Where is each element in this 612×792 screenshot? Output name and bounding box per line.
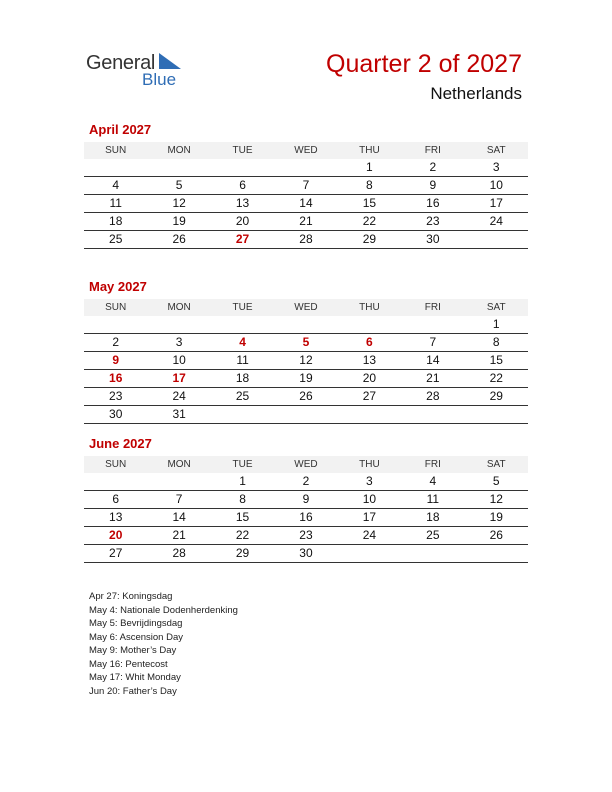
- holiday-day-cell: 6: [366, 335, 373, 349]
- weekday-label: FRI: [424, 459, 441, 470]
- day-cell: 21: [426, 371, 440, 385]
- day-cell: 28: [299, 232, 313, 246]
- day-cell: 23: [109, 389, 123, 403]
- day-cell: [338, 406, 401, 423]
- weekday-label: SAT: [486, 145, 506, 156]
- day-cell: 1: [366, 160, 373, 174]
- holiday-list-item: May 4: Nationale Dodenherdenking: [89, 604, 238, 616]
- holiday-day-cell: 16: [109, 371, 123, 385]
- day-cell: 2: [302, 474, 310, 488]
- week-row: [84, 509, 528, 527]
- weekday-label: WED: [294, 145, 318, 156]
- day-cell: [84, 159, 147, 176]
- weekday-label: SUN: [105, 302, 127, 313]
- logo-blue-text: Blue: [142, 70, 177, 89]
- day-cell: 12: [172, 196, 186, 210]
- weekday-label: SAT: [486, 302, 506, 313]
- month-april: [84, 122, 528, 249]
- month-may: [84, 279, 528, 424]
- day-cell: [274, 316, 337, 333]
- day-cell: 21: [299, 214, 313, 228]
- day-cell: 27: [362, 389, 377, 403]
- logo-triangle-icon: [159, 53, 181, 71]
- day-cell: 2: [429, 160, 437, 174]
- day-cell: 26: [299, 389, 313, 403]
- day-cell: 31: [172, 407, 186, 421]
- day-cell: [465, 231, 528, 248]
- day-cell: [338, 545, 401, 562]
- weekday-header-row: [84, 299, 528, 316]
- day-cell: 7: [302, 178, 310, 192]
- week-row: [84, 545, 528, 563]
- holiday-list: [89, 590, 238, 698]
- day-cell: 1: [492, 317, 500, 331]
- day-cell: 5: [492, 474, 500, 488]
- day-cell: 30: [426, 232, 440, 246]
- day-cell: [84, 473, 147, 490]
- logo: [86, 50, 196, 90]
- day-cell: 3: [366, 474, 373, 488]
- day-cell: 16: [299, 510, 313, 524]
- week-row: [84, 213, 528, 231]
- day-cell: [211, 159, 274, 176]
- day-cell: [211, 316, 274, 333]
- month-june: [84, 436, 528, 563]
- day-cell: 3: [492, 160, 500, 174]
- day-cell: 15: [362, 196, 377, 210]
- day-cell: [401, 406, 464, 423]
- holiday-list-item: May 9: Mother’s Day: [89, 645, 177, 656]
- weekday-label: THU: [359, 302, 380, 313]
- day-cell: 20: [235, 214, 250, 228]
- logo-general-text: General: [86, 52, 156, 74]
- day-cell: [147, 316, 210, 333]
- day-cell: 14: [299, 196, 313, 210]
- day-cell: [84, 316, 147, 333]
- day-cell: 22: [489, 371, 503, 385]
- day-cell: [147, 159, 210, 176]
- day-cell: 24: [489, 214, 503, 228]
- day-cell: 26: [172, 232, 186, 246]
- day-cell: 4: [112, 178, 120, 192]
- day-cell: 14: [426, 353, 440, 367]
- holiday-day-cell: 20: [109, 528, 123, 542]
- holiday-day-cell: 5: [302, 335, 310, 349]
- day-cell: 4: [429, 474, 437, 488]
- day-cell: [211, 406, 274, 423]
- month-title: June 2027: [89, 436, 152, 451]
- day-cell: 19: [489, 510, 503, 524]
- week-row: [84, 473, 528, 491]
- week-row: [84, 334, 528, 352]
- day-cell: 16: [426, 196, 440, 210]
- day-cell: 17: [362, 510, 377, 524]
- weekday-label: TUE: [232, 145, 253, 156]
- day-cell: 20: [362, 371, 377, 385]
- day-cell: 29: [489, 389, 503, 403]
- day-cell: 15: [489, 353, 503, 367]
- day-cell: 5: [175, 178, 183, 192]
- day-cell: 22: [235, 528, 250, 542]
- day-cell: 29: [235, 546, 250, 560]
- day-cell: [465, 406, 528, 423]
- day-cell: 11: [109, 196, 122, 210]
- day-cell: [465, 545, 528, 562]
- day-cell: 8: [239, 492, 246, 506]
- day-cell: 30: [299, 546, 313, 560]
- weekday-label: MON: [167, 302, 191, 313]
- weekday-label: MON: [167, 459, 191, 470]
- holiday-day-cell: 4: [239, 335, 246, 349]
- day-cell: 6: [239, 178, 246, 192]
- day-cell: [274, 159, 337, 176]
- week-row: [84, 352, 528, 370]
- weekday-label: SAT: [486, 459, 506, 470]
- weekday-label: WED: [294, 302, 318, 313]
- day-cell: 28: [172, 546, 186, 560]
- weekday-label: MON: [167, 145, 191, 156]
- holiday-list-item: May 16: Pentecost: [89, 658, 168, 670]
- day-cell: 19: [172, 214, 186, 228]
- day-cell: 13: [362, 353, 377, 367]
- week-row: [84, 231, 528, 249]
- day-cell: 7: [175, 492, 183, 506]
- day-cell: 8: [492, 335, 500, 349]
- month-title: May 2027: [89, 279, 147, 294]
- day-cell: 10: [489, 178, 503, 192]
- holiday-list-item: Apr 27: Koningsdag: [89, 591, 173, 602]
- week-row: [84, 388, 528, 406]
- week-row: [84, 316, 528, 334]
- week-row: [84, 159, 528, 177]
- day-cell: 6: [112, 492, 120, 506]
- day-cell: 13: [235, 196, 250, 210]
- weekday-header-row: [84, 456, 528, 473]
- page-title: Quarter 2 of 2027: [326, 50, 522, 78]
- weekday-label: SUN: [105, 459, 127, 470]
- holiday-list-item: May 5: Bevrijdingsdag: [89, 618, 183, 629]
- month-title: April 2027: [89, 122, 152, 137]
- day-cell: 9: [302, 492, 310, 506]
- weekday-header-row: [84, 142, 528, 159]
- day-cell: 25: [426, 528, 440, 542]
- day-cell: [147, 473, 210, 490]
- day-cell: 11: [236, 353, 249, 367]
- day-cell: 30: [109, 407, 123, 421]
- weekday-label: TUE: [232, 302, 253, 313]
- weekday-label: FRI: [424, 145, 441, 156]
- day-cell: 14: [172, 510, 186, 524]
- weekday-label: WED: [294, 459, 318, 470]
- holiday-day-cell: 27: [235, 232, 250, 246]
- country-name: Netherlands: [430, 84, 522, 103]
- weekday-label: THU: [359, 459, 380, 470]
- holiday-day-cell: 9: [112, 353, 120, 367]
- day-cell: 10: [172, 353, 186, 367]
- day-cell: 3: [175, 335, 183, 349]
- day-cell: 12: [299, 353, 313, 367]
- day-cell: 12: [489, 492, 503, 506]
- day-cell: [338, 316, 401, 333]
- day-cell: 17: [489, 196, 503, 210]
- day-cell: 9: [429, 178, 437, 192]
- day-cell: 13: [109, 510, 123, 524]
- holiday-list-item: May 6: Ascension Day: [89, 631, 183, 643]
- holiday-day-cell: 17: [172, 371, 186, 385]
- day-cell: 18: [426, 510, 440, 524]
- day-cell: 19: [299, 371, 313, 385]
- day-cell: [274, 406, 337, 423]
- week-row: [84, 406, 528, 424]
- day-cell: 29: [362, 232, 377, 246]
- day-cell: 21: [172, 528, 186, 542]
- day-cell: 23: [299, 528, 313, 542]
- week-row: [84, 527, 528, 545]
- day-cell: 7: [429, 335, 437, 349]
- day-cell: 2: [112, 335, 120, 349]
- day-cell: 18: [109, 214, 123, 228]
- holiday-list-item: May 17: Whit Monday: [89, 672, 181, 683]
- day-cell: 27: [109, 546, 123, 560]
- week-row: [84, 195, 528, 213]
- weekday-label: THU: [359, 145, 380, 156]
- day-cell: 1: [239, 474, 246, 488]
- day-cell: 24: [172, 389, 186, 403]
- day-cell: 28: [426, 389, 440, 403]
- week-row: [84, 177, 528, 195]
- day-cell: [401, 545, 464, 562]
- weekday-label: FRI: [424, 302, 441, 313]
- weekday-label: SUN: [105, 145, 127, 156]
- day-cell: 24: [362, 528, 377, 542]
- day-cell: 26: [489, 528, 503, 542]
- day-cell: 11: [426, 492, 440, 506]
- day-cell: 23: [426, 214, 440, 228]
- day-cell: 15: [235, 510, 250, 524]
- day-cell: 10: [362, 492, 377, 506]
- day-cell: 22: [362, 214, 377, 228]
- weekday-label: TUE: [232, 459, 253, 470]
- day-cell: [401, 316, 464, 333]
- week-row: [84, 370, 528, 388]
- week-row: [84, 491, 528, 509]
- day-cell: 8: [366, 178, 373, 192]
- day-cell: 25: [235, 389, 250, 403]
- day-cell: 18: [235, 371, 250, 385]
- day-cell: 25: [109, 232, 123, 246]
- holiday-list-item: Jun 20: Father’s Day: [89, 685, 177, 697]
